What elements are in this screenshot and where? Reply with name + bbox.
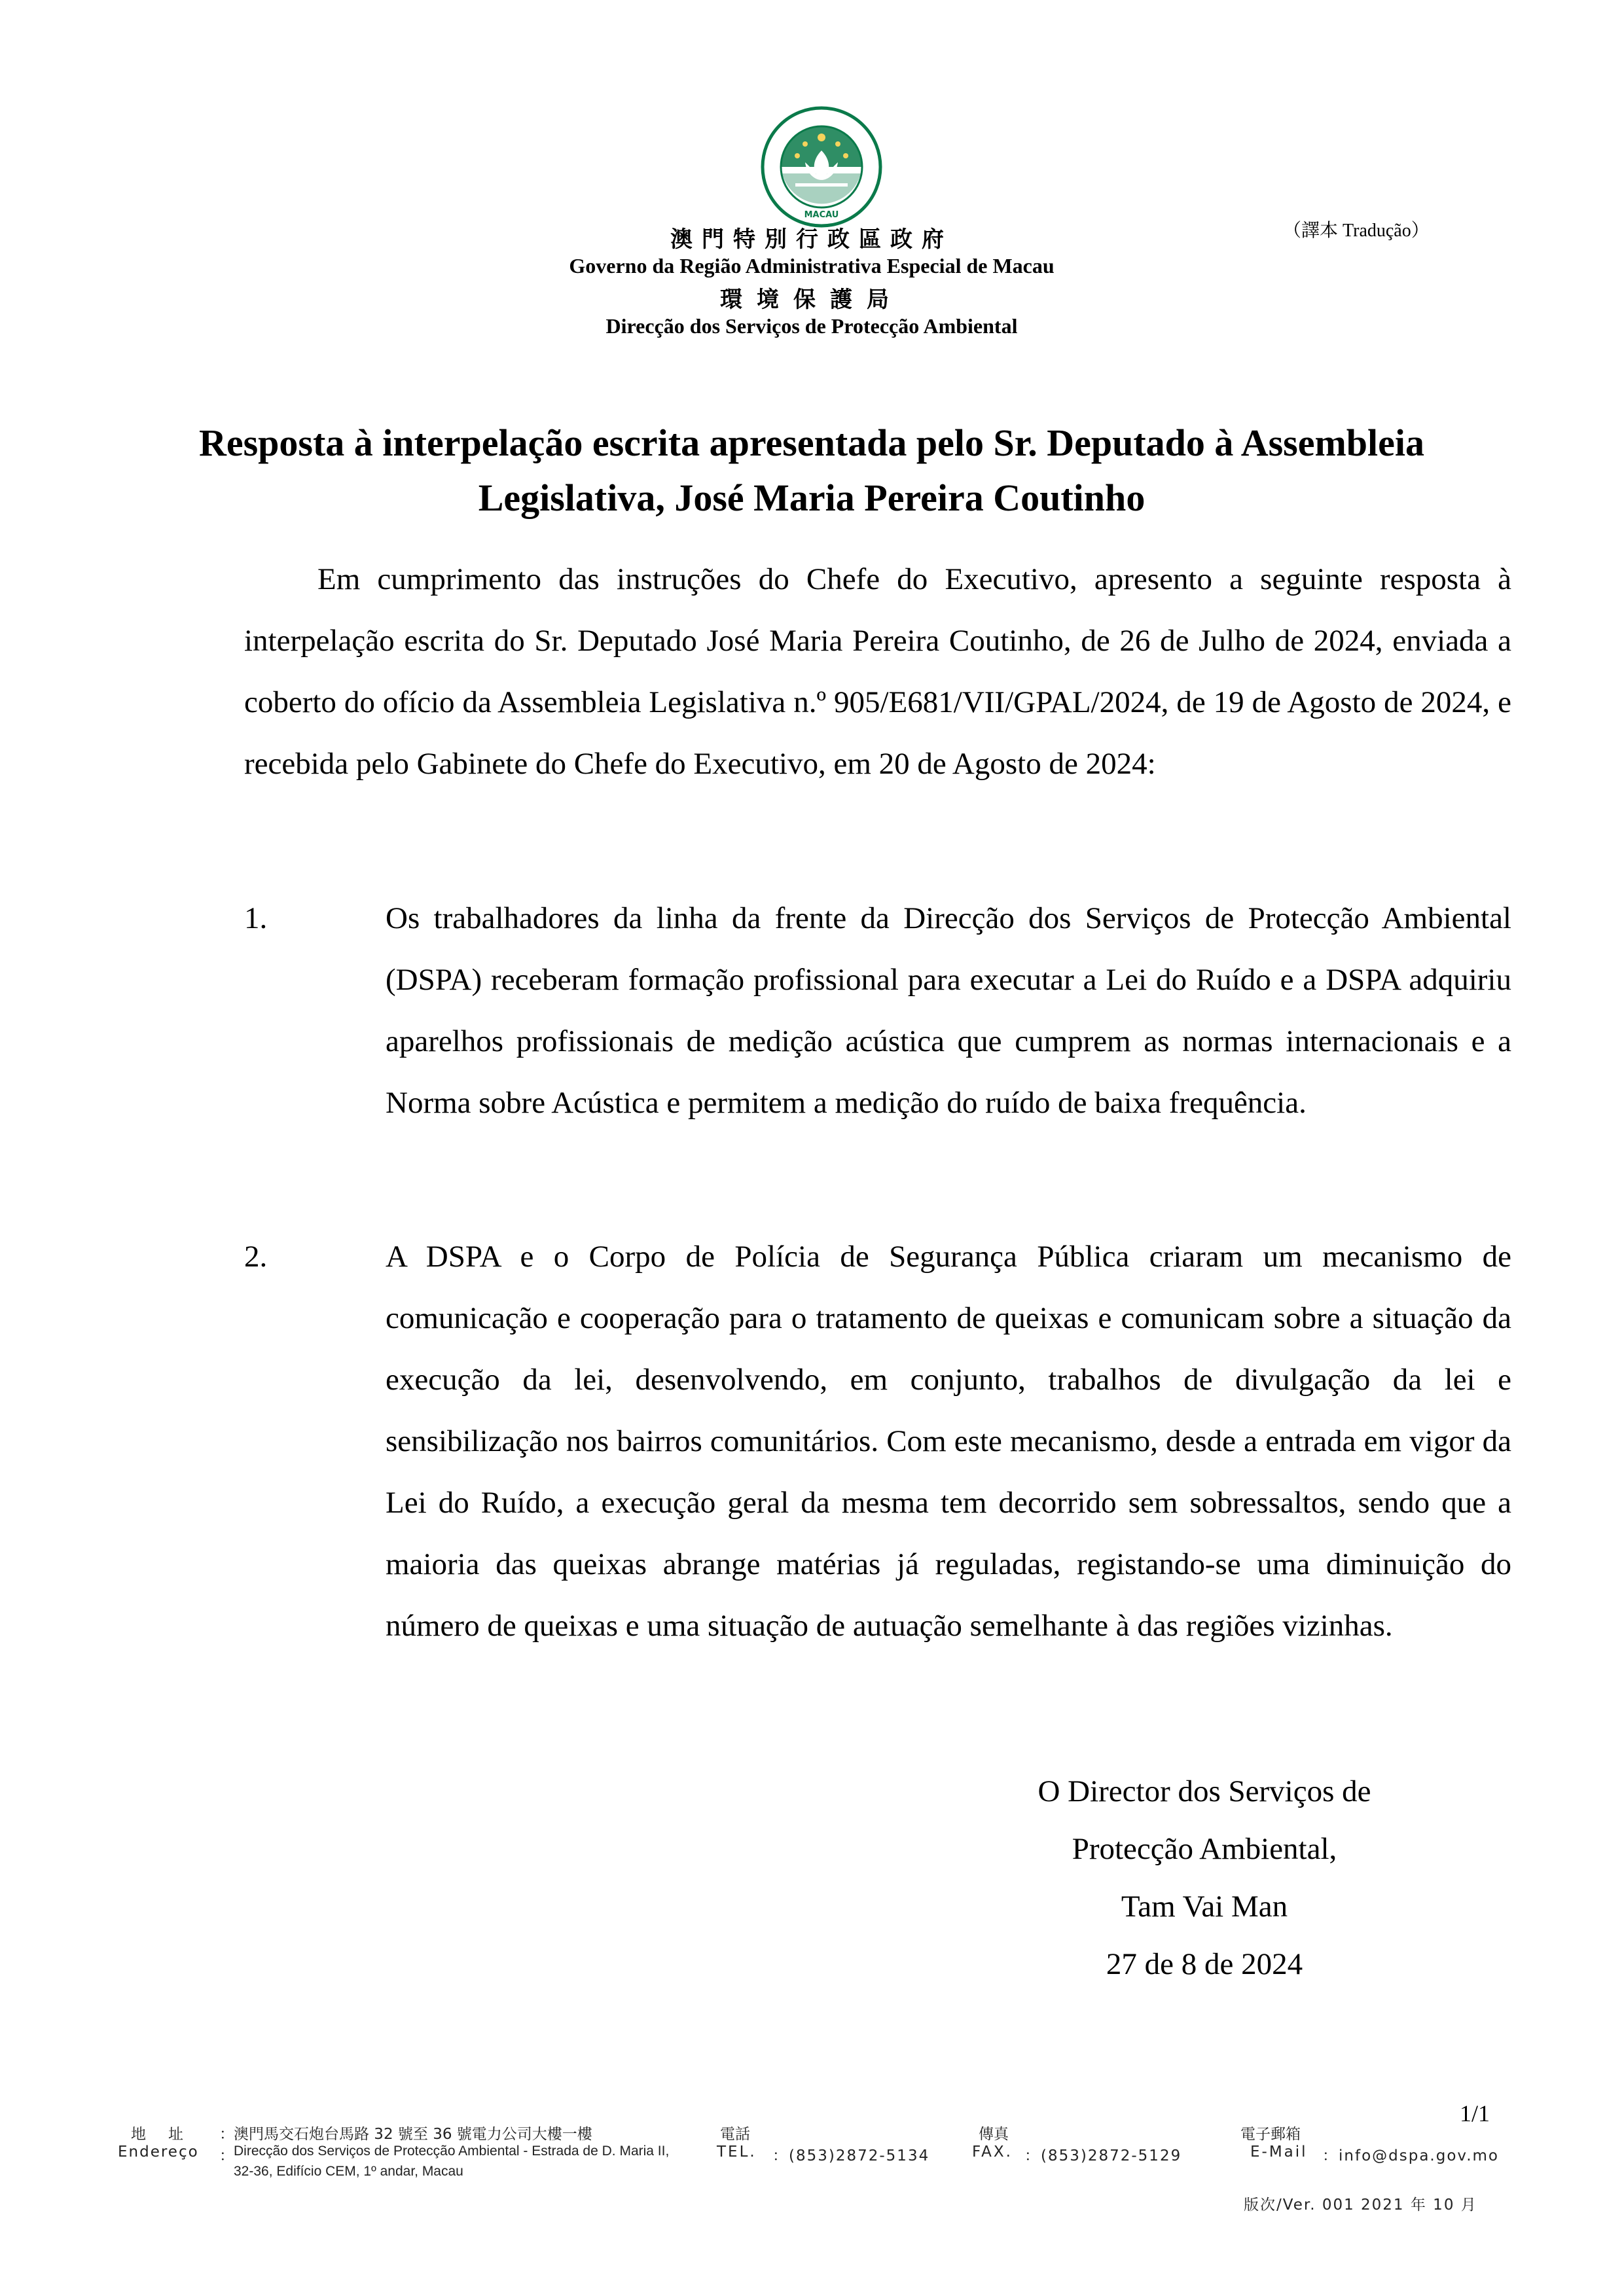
footer-address-pt-line1: Direcção dos Serviços de Protecção Ambiental - Estrada de D. Maria II,: [234, 2144, 670, 2159]
department-name-cn: 環境保護局: [720, 287, 903, 313]
emblem-text: MACAU: [804, 210, 839, 220]
intro-paragraph: Em cumprimento das instruções do Chefe do Executivo, apresento a seguinte resposta à interpelação escrita do Sr. Deputado José Maria Pereira Coutinho, de 26 de Julho de 2024, enviada a coberto do ofício da Assembleia Legislativa n.º 905/E681/VII/GPAL/2024, de 19 de Agosto de 2024, e recebida pelo Gabinete do Chefe do Executivo, em 20 de Agosto de 2024:: [244, 562, 1511, 781]
item-number: 2.: [244, 1240, 268, 1274]
footer-fax-value: ：(853)2872-5129: [1024, 2147, 1182, 2164]
footer-fax-label-cn: 傳真: [979, 2126, 1009, 2143]
translation-note: （譯本 Tradução）: [1283, 221, 1430, 241]
footer-tel-label-pt: TEL.: [717, 2144, 757, 2161]
footer-colon: ：: [219, 2126, 234, 2143]
footer-email-label-cn: 電子郵箱: [1240, 2126, 1301, 2143]
footer-colon: ：: [219, 2147, 234, 2164]
item-number: 1.: [244, 901, 268, 935]
signature-name: Tam Vai Man: [1121, 1890, 1288, 1924]
page-number: 1/1: [1460, 2100, 1490, 2126]
signature-title-line2: Protecção Ambiental,: [1072, 1832, 1337, 1866]
footer-email-label-pt: E-Mail: [1250, 2144, 1308, 2161]
signature-title-line1: O Director dos Serviços de: [1038, 1774, 1371, 1808]
footer-address-label-pt: Endereço: [118, 2144, 199, 2161]
department-name-pt: Direcção dos Serviços de Protecção Ambiental: [605, 314, 1018, 338]
footer-fax-label-pt: FAX.: [972, 2144, 1013, 2161]
footer-address-label-cn: 地址: [131, 2126, 206, 2143]
government-name-cn: 澳門特別行政區政府: [670, 226, 953, 253]
footer-tel-label-cn: 電話: [720, 2126, 750, 2143]
document-title: Resposta à interpelação escrita apresentada pelo Sr. Deputado à Assembleia Legislativa, José Maria Pereira Coutinho: [198, 422, 1425, 519]
footer-email-link[interactable]: ：info@dspa.gov.mo: [1322, 2147, 1500, 2164]
footer-version: 版次/Ver. 001 2021 年 10 月: [1244, 2197, 1477, 2214]
signature-date: 27 de 8 de 2024: [1106, 1947, 1303, 1981]
item-text: A DSPA e o Corpo de Polícia de Segurança Pública criaram um mecanismo de comunicação e cooperação para o tratamento de queixas e comunicam sobre a situação da execução da lei, desenvolvendo, em conjunto, trabalhos de divulgação da lei e sensibilização nos bairros comunitários. Com este mecanismo, desde a entrada em vigor da Lei do Ruído, a execução geral da mesma tem decorrido sem sobressaltos, sendo que a maioria das queixas abrange matérias já reguladas, registando-se uma diminuição do número de queixas e uma situação de autuação semelhante à das regiões vizinhas.: [386, 1240, 1511, 1643]
signature-block: [943, 1763, 1466, 1993]
macau-emblem-icon: [759, 105, 884, 229]
footer-tel-value: ：(853)2872-5134: [772, 2147, 930, 2164]
footer-address-pt-line2: 32-36, Edifício CEM, 1º andar, Macau: [234, 2164, 463, 2179]
footer-address-cn: 澳門馬交石炮台馬路 32 號至 36 號電力公司大樓一樓: [234, 2126, 592, 2143]
item-text: Os trabalhadores da linha da frente da Direcção dos Serviços de Protecção Ambiental (DSPA) receberam formação profissional para executar a Lei do Ruído e a DSPA adquiriu aparelhos profissionais de medição acústica que cumprem as normas internacionais e a Norma sobre Acústica e permitem a medição do ruído de baixa frequência.: [386, 901, 1511, 1120]
government-name-pt: Governo da Região Administrativa Especial de Macau: [569, 254, 1055, 278]
